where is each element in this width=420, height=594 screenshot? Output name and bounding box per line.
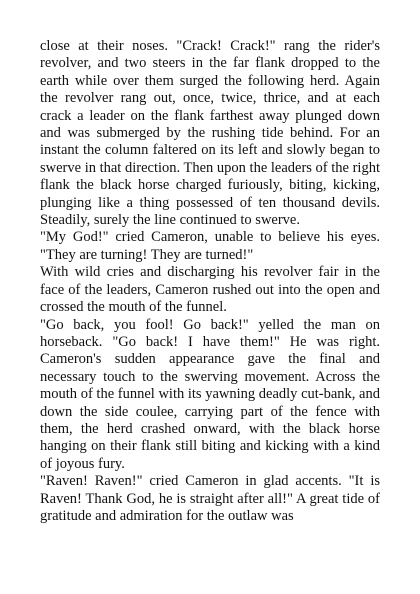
paragraph: close at their noses. "Crack! Crack!" rang the rider's revolver, and two steers in the far flank dropped to the earth while over them surged the following herd. Again the revolver rang out, once, twice, thrice, and at each crack a leader on the flank farthest away plunged down and was submerged by the rushing tide behind. For an instant the column faltered on its left and slowly began to swerve in that direction. Then upon the leaders of the right flank the black horse charged furiously, biting, kicking, plunging like a thing possessed of ten thousand devils. Steadily, surely the line continued to swerve. bbox=[40, 38, 380, 229]
page-body bbox=[40, 38, 380, 525]
paragraph: "Go back, you fool! Go back!" yelled the man on horseback. "Go back! I have them!" He was right. Cameron's sudden appearance gave the final and necessary touch to the swerving movement. Across the mouth of the funnel with its yawning deadly cut-bank, and down the side coulee, carrying part of the fence with them, the herd crashed onward, with the black horse hanging on their flank still biting and kicking with a kind of joyous fury. bbox=[40, 316, 380, 472]
paragraph: With wild cries and discharging his revolver fair in the face of the leaders, Cameron rushed out into the open and crossed the mouth of the funnel. bbox=[40, 264, 380, 316]
paragraph: "Raven! Raven!" cried Cameron in glad accents. "It is Raven! Thank God, he is straight after all!" A great tide of gratitude and admiration for the outlaw was bbox=[40, 473, 380, 524]
paragraph: "My God!" cried Cameron, unable to believe his eyes. "They are turning! They are turned!" bbox=[40, 229, 380, 263]
